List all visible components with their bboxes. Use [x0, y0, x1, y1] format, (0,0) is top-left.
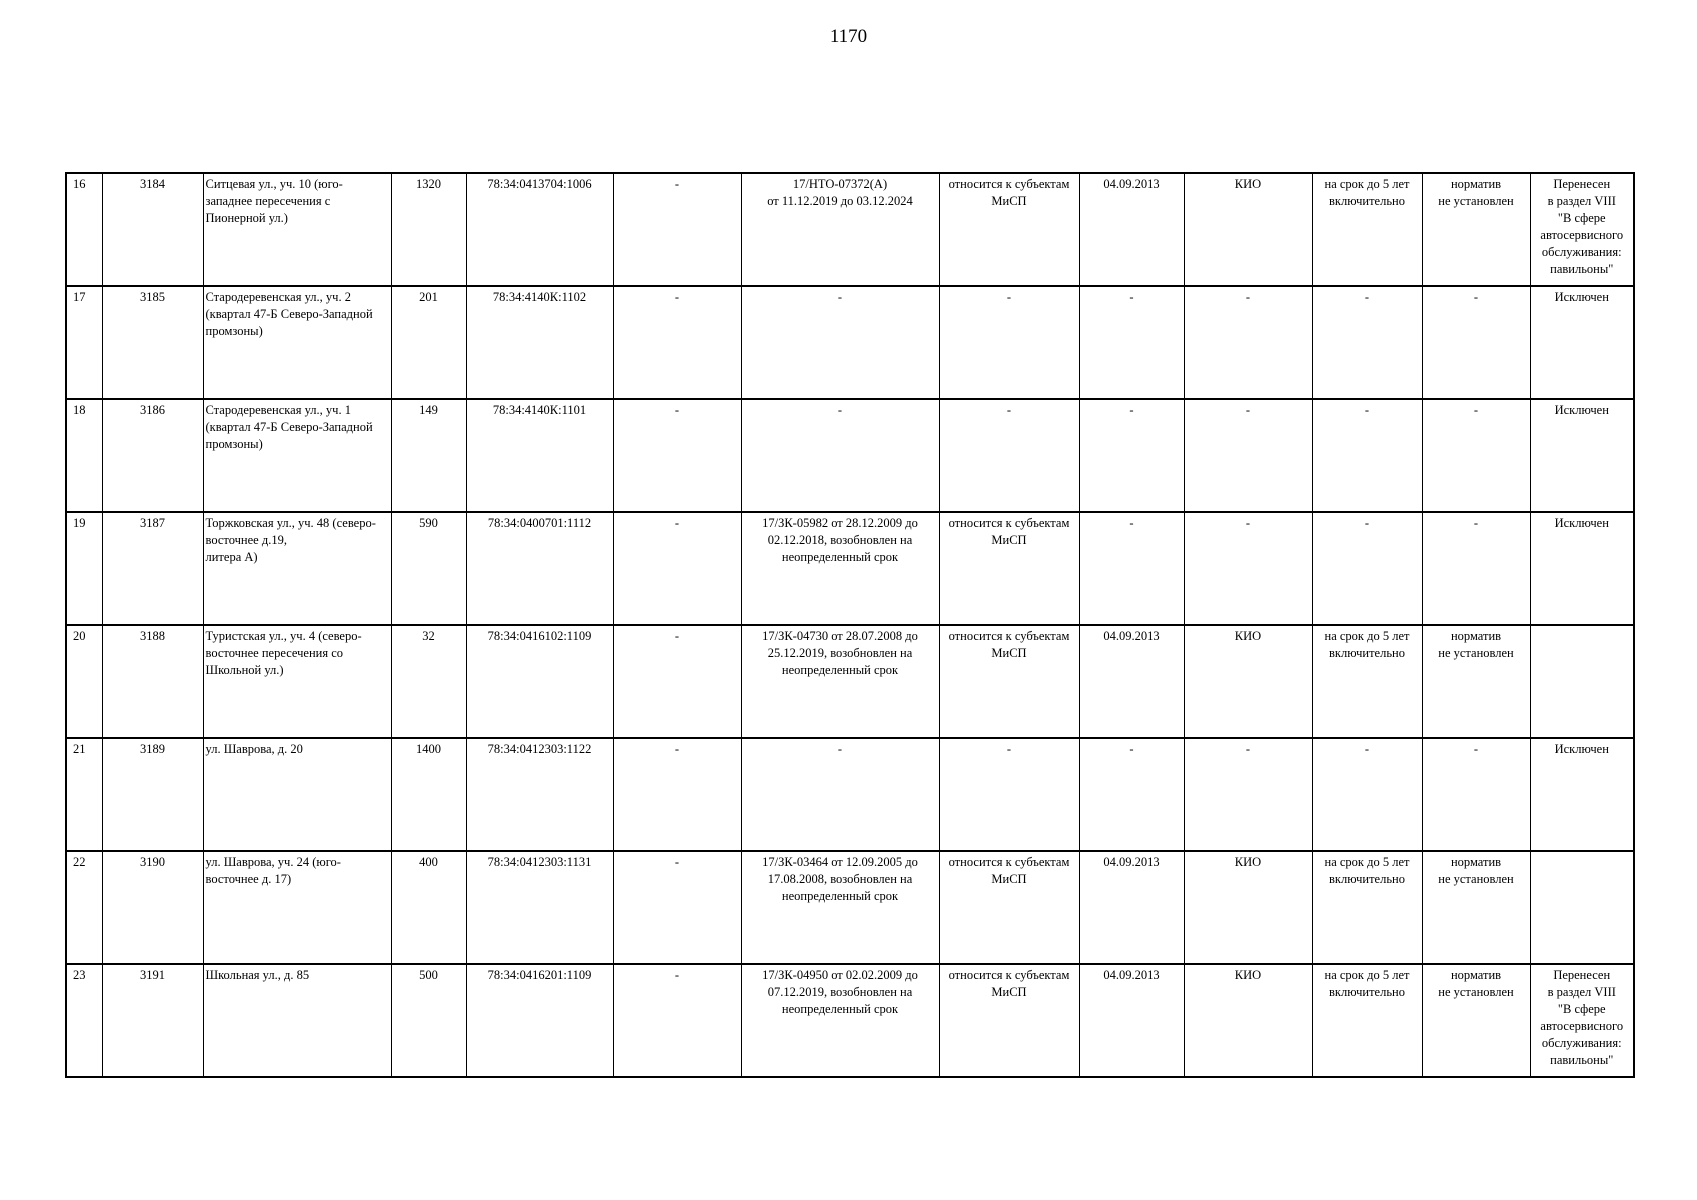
extra-info-cell: - [613, 964, 741, 1077]
term-cell: на срок до 5 лет включительно [1312, 964, 1422, 1077]
row-number-cell: 17 [66, 286, 102, 399]
object-id-cell: 3189 [102, 738, 203, 851]
area-cell: 400 [391, 851, 466, 964]
registry-body [66, 173, 1634, 1077]
page-number: 1170 [829, 26, 868, 47]
authority-cell: - [1184, 399, 1312, 512]
sme-subject-cell: относится к субъектам МиСП [939, 851, 1079, 964]
extra-info-cell: - [613, 738, 741, 851]
table-row [66, 173, 1634, 286]
address-cell: Туристская ул., уч. 4 (северо-восточнее пересечения со Школьной ул.) [203, 625, 391, 738]
term-cell: - [1312, 286, 1422, 399]
term-cell: - [1312, 738, 1422, 851]
authority-cell: КИО [1184, 173, 1312, 286]
object-id-cell: 3185 [102, 286, 203, 399]
contract-cell: 17/НТО-07372(А) от 11.12.2019 до 03.12.2024 [741, 173, 939, 286]
authority-cell: КИО [1184, 625, 1312, 738]
authority-cell: КИО [1184, 964, 1312, 1077]
extra-info-cell: - [613, 286, 741, 399]
norm-cell: норматив не установлен [1422, 964, 1530, 1077]
row-number-cell: 18 [66, 399, 102, 512]
contract-cell: - [741, 286, 939, 399]
extra-info-cell: - [613, 399, 741, 512]
object-id-cell: 3191 [102, 964, 203, 1077]
note-cell: Исключен [1530, 738, 1634, 851]
norm-cell: - [1422, 738, 1530, 851]
date-cell: 04.09.2013 [1079, 964, 1184, 1077]
note-cell: Исключен [1530, 286, 1634, 399]
extra-info-cell: - [613, 173, 741, 286]
date-cell: 04.09.2013 [1079, 173, 1184, 286]
term-cell: на срок до 5 лет включительно [1312, 173, 1422, 286]
object-id-cell: 3184 [102, 173, 203, 286]
norm-cell: - [1422, 512, 1530, 625]
note-cell: Исключен [1530, 512, 1634, 625]
date-cell: - [1079, 399, 1184, 512]
authority-cell: КИО [1184, 851, 1312, 964]
sme-subject-cell: - [939, 286, 1079, 399]
row-number-cell: 16 [66, 173, 102, 286]
authority-cell: - [1184, 286, 1312, 399]
table-row [66, 625, 1634, 738]
cadastral-number-cell: 78:34:4140К:1101 [466, 399, 613, 512]
object-id-cell: 3188 [102, 625, 203, 738]
area-cell: 1320 [391, 173, 466, 286]
table-row [66, 286, 1634, 399]
sme-subject-cell: относится к субъектам МиСП [939, 625, 1079, 738]
note-cell: Перенесен в раздел VIII "В сфере автосервисного обслуживания: павильоны" [1530, 173, 1634, 286]
note-cell [1530, 625, 1634, 738]
norm-cell: - [1422, 399, 1530, 512]
date-cell: - [1079, 286, 1184, 399]
address-cell: Ситцевая ул., уч. 10 (юго-западнее пересечения с Пионерной ул.) [203, 173, 391, 286]
term-cell: на срок до 5 лет включительно [1312, 851, 1422, 964]
cadastral-number-cell: 78:34:0416102:1109 [466, 625, 613, 738]
object-id-cell: 3190 [102, 851, 203, 964]
note-cell [1530, 851, 1634, 964]
norm-cell: - [1422, 286, 1530, 399]
term-cell: на срок до 5 лет включительно [1312, 625, 1422, 738]
area-cell: 32 [391, 625, 466, 738]
cadastral-number-cell: 78:34:0413704:1006 [466, 173, 613, 286]
area-cell: 1400 [391, 738, 466, 851]
norm-cell: норматив не установлен [1422, 851, 1530, 964]
sme-subject-cell: относится к субъектам МиСП [939, 173, 1079, 286]
cadastral-number-cell: 78:34:0412303:1122 [466, 738, 613, 851]
area-cell: 500 [391, 964, 466, 1077]
table-row [66, 964, 1634, 1077]
authority-cell: - [1184, 512, 1312, 625]
row-number-cell: 21 [66, 738, 102, 851]
date-cell: 04.09.2013 [1079, 625, 1184, 738]
term-cell: - [1312, 399, 1422, 512]
object-id-cell: 3187 [102, 512, 203, 625]
date-cell: - [1079, 738, 1184, 851]
address-cell: ул. Шаврова, уч. 24 (юго-восточнее д. 17) [203, 851, 391, 964]
cadastral-number-cell: 78:34:0416201:1109 [466, 964, 613, 1077]
registry-table [65, 172, 1635, 1078]
row-number-cell: 22 [66, 851, 102, 964]
table-row [66, 399, 1634, 512]
sme-subject-cell: - [939, 399, 1079, 512]
sme-subject-cell: относится к субъектам МиСП [939, 512, 1079, 625]
contract-cell: - [741, 399, 939, 512]
table-row [66, 512, 1634, 625]
date-cell: 04.09.2013 [1079, 851, 1184, 964]
address-cell: Стародеревенская ул., уч. 1 (квартал 47-Б Северо-Западной промзоны) [203, 399, 391, 512]
row-number-cell: 23 [66, 964, 102, 1077]
row-number-cell: 20 [66, 625, 102, 738]
norm-cell: норматив не установлен [1422, 625, 1530, 738]
term-cell: - [1312, 512, 1422, 625]
contract-cell: 17/ЗК-05982 от 28.12.2009 до 02.12.2018, возобновлен на неопределенный срок [741, 512, 939, 625]
cadastral-number-cell: 78:34:0412303:1131 [466, 851, 613, 964]
contract-cell: 17/ЗК-03464 от 12.09.2005 до 17.08.2008, возобновлен на неопределенный срок [741, 851, 939, 964]
address-cell: Школьная ул., д. 85 [203, 964, 391, 1077]
sme-subject-cell: относится к субъектам МиСП [939, 964, 1079, 1077]
contract-cell: 17/ЗК-04950 от 02.02.2009 до 07.12.2019, возобновлен на неопределенный срок [741, 964, 939, 1077]
contract-cell: 17/ЗК-04730 от 28.07.2008 до 25.12.2019, возобновлен на неопределенный срок [741, 625, 939, 738]
area-cell: 201 [391, 286, 466, 399]
area-cell: 590 [391, 512, 466, 625]
address-cell: Торжковская ул., уч. 48 (северо-восточнее д.19, литера А) [203, 512, 391, 625]
table-row [66, 851, 1634, 964]
area-cell: 149 [391, 399, 466, 512]
sme-subject-cell: - [939, 738, 1079, 851]
row-number-cell: 19 [66, 512, 102, 625]
contract-cell: - [741, 738, 939, 851]
extra-info-cell: - [613, 625, 741, 738]
extra-info-cell: - [613, 512, 741, 625]
date-cell: - [1079, 512, 1184, 625]
address-cell: ул. Шаврова, д. 20 [203, 738, 391, 851]
object-id-cell: 3186 [102, 399, 203, 512]
authority-cell: - [1184, 738, 1312, 851]
note-cell: Исключен [1530, 399, 1634, 512]
norm-cell: норматив не установлен [1422, 173, 1530, 286]
note-cell: Перенесен в раздел VIII "В сфере автосервисного обслуживания: павильоны" [1530, 964, 1634, 1077]
extra-info-cell: - [613, 851, 741, 964]
address-cell: Стародеревенская ул., уч. 2 (квартал 47-Б Северо-Западной промзоны) [203, 286, 391, 399]
table-row [66, 738, 1634, 851]
cadastral-number-cell: 78:34:4140К:1102 [466, 286, 613, 399]
cadastral-number-cell: 78:34:0400701:1112 [466, 512, 613, 625]
